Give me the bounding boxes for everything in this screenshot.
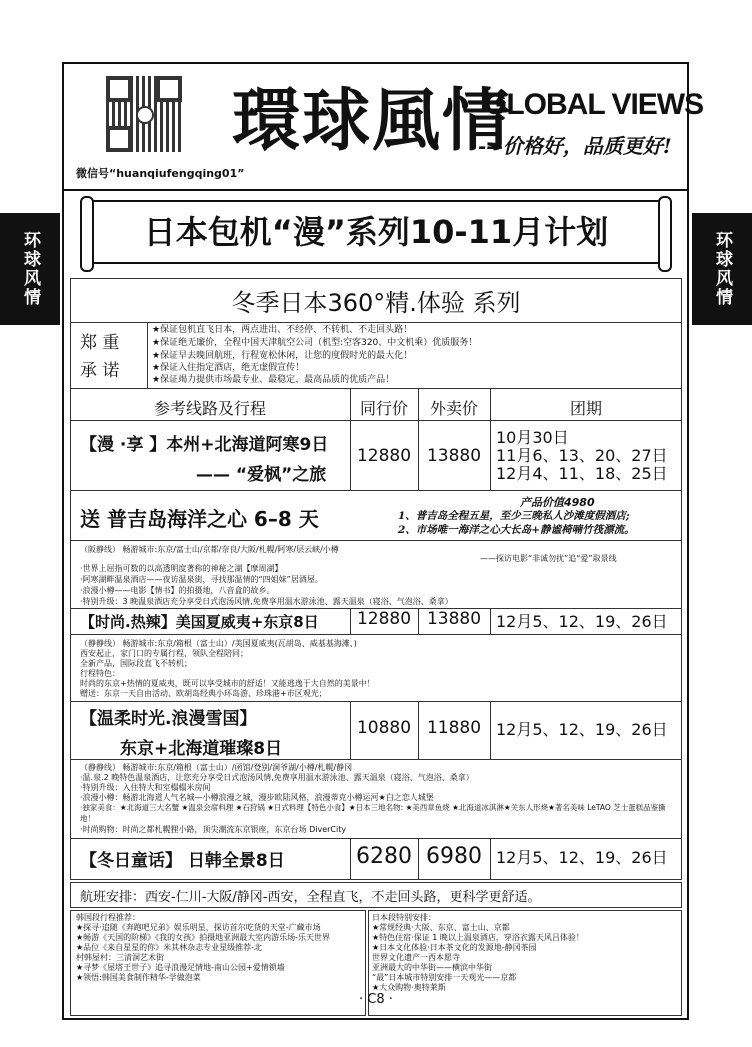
divider <box>70 838 682 839</box>
promise-label-1: 郑 重 <box>80 333 120 353</box>
promise-line: ★保证入住指定酒店，绝无虚假宣传！ <box>152 363 305 373</box>
japan-line: ★特色住宿·保证 1 晚以上温泉酒店，穿浴衣露天风吕体验！ <box>372 933 584 942</box>
detail-line: ·阿寒湖畔温泉酒店——夜访温泉街，寻找那温情的“四姐妹”居酒屋。 <box>80 575 323 584</box>
detail-line: 西安起止，家门口的专属行程，领队全程陪同； <box>80 649 248 658</box>
promise-line: ★保证竭力提供市场最专业、最稳定、最高品质的优质产品！ <box>152 375 395 385</box>
korea-line: 村韩屋村：三清洞艺术街 <box>76 953 164 962</box>
divider <box>70 388 682 389</box>
route-1-date: 10月30日 <box>496 428 569 447</box>
header-peer-price: 同行价 <box>359 399 408 418</box>
route-3-subtitle: 东京+北海道璀璨8日 <box>120 739 283 759</box>
japan-line: ★大众购物·奥特莱斯 <box>372 983 446 992</box>
detail-line: ·浪漫小樽——电影【情书】的拍摄地，八音盒的故乡。 <box>80 586 275 595</box>
japan-line: “最”日本城市特别安排一天观光——京都 <box>372 973 517 982</box>
wechat-id: 微信号“huanqiufengqing01” <box>76 167 245 180</box>
detail-line: ·温.泉.2 晚特色温泉酒店，让您充分享受日式泡汤风情,免费享用温水游泳池、露天温泉（寝浴、气泡浴、桑拿） <box>80 773 474 782</box>
gift-title: 送 普吉岛海洋之心 6–8 天 <box>80 507 319 531</box>
detail-line: ·特别升级：3 晚温泉酒店充分享受日式泡汤风情,免费享用温水游泳池、露天温泉（寝浴、气泡浴、桑拿） <box>80 597 453 606</box>
divider <box>70 490 682 491</box>
divider <box>70 634 682 635</box>
gift-line: 1、普吉岛全程五星，至少三晚私人沙滩度假酒店; <box>398 510 630 522</box>
route-4-peer-price: 6280 <box>356 844 412 869</box>
divider <box>147 322 148 388</box>
route-4-date: 12月5、12、19、26日 <box>496 848 668 867</box>
slogan: ---价格好，品质更好! <box>478 134 672 158</box>
gift-line: 2、市场唯一海洋之心大长岛+静谧椅喃竹筏漂流。 <box>398 524 635 536</box>
divider <box>70 322 682 323</box>
route-1-date: 12月4、11、18、25日 <box>496 464 668 483</box>
route-1-name: 【漫 ·享 】本州+北海道阿寒9日 <box>80 435 329 455</box>
korea-line: ★品位《来自星星的你》米其林杂志专业星级推荐-北 <box>76 943 263 952</box>
side-tab-left: 环球风情 <box>0 213 60 325</box>
divider <box>70 420 682 421</box>
global-views-text: GLOBAL VIEWS <box>484 88 704 121</box>
divider <box>70 540 682 541</box>
korea-line: ★领悟:韩国美食制作精华-学做泡菜 <box>76 973 201 982</box>
side-tab-right: 环球风情 <box>692 213 752 325</box>
gift-value: 产品价值4980 <box>520 496 595 509</box>
route-1-retail-price: 13880 <box>426 446 482 466</box>
route-3-peer-price: 10880 <box>356 718 412 738</box>
korea-line: ★探寻·追随《奔跑吧兄弟》娱乐明星，探访首尔吃货的天堂-广藏市场 <box>76 923 321 932</box>
page-title: 日本包机“漫”系列10-11月计划 <box>143 213 609 251</box>
route-1-date: 11月6、13、20、27日 <box>496 446 668 465</box>
divider <box>350 388 351 490</box>
route-1-subtitle: —— “爱枫”之旅 <box>196 465 327 485</box>
route-2-peer-price: 12880 <box>356 609 412 629</box>
route-2-date: 12月5、12、19、26日 <box>496 612 668 631</box>
route-3-date: 12月5、12、19、26日 <box>496 720 668 739</box>
detail-line: 行程特色： <box>80 669 120 678</box>
series-title: 冬季日本360°精.体验 系列 <box>231 289 521 317</box>
promise-line: ★保证绝无廉价，全程中国天津航空公司（机型:空客320、中文机乘）优质服务！ <box>152 338 478 348</box>
detail-line: ·世界上屈指可数的以高透明度著称的神秘之湖【摩周湖】 <box>80 564 283 573</box>
divider <box>490 701 491 759</box>
header-retail-price: 外卖价 <box>429 399 478 418</box>
route-2-retail-price: 13880 <box>426 609 482 629</box>
korea-line: 韩国段行程推荐： <box>76 913 140 922</box>
route-1-peer-price: 12880 <box>356 446 412 466</box>
detail-line: （静静线） 畅游城市:东京/箱根（富士山）/函馆/登别/洞爷湖/小樽/札幌/静冈 <box>80 763 353 772</box>
page-number: · C8 · <box>359 992 393 1007</box>
qr-code-icon <box>106 76 182 152</box>
korea-line: ★寻梦《屋塔王世子》追寻浪漫足情地-南山公园+爱情锁墙 <box>76 963 285 972</box>
detail-line: 全新产品，国际段直飞不转机； <box>80 659 192 668</box>
detail-line: ·独家美食：★北海道三大名蟹 ★温泉会席料理 ★石狩锅 ★日式料理【特色小食】★日本三地名物: ★美西章鱼烧 ★北海道冰淇淋★关东人形烧★著名美味 LeTAO 芝士蛋糕品鉴撕地！ <box>80 803 666 823</box>
divider <box>70 759 682 760</box>
detail-line: 时尚的东京+热情的夏威夷，既可以享受城市的舒适！又能逃逸于大自然的美景中！ <box>80 679 375 688</box>
detail-line: 赠送：东京一天自由活动、欧胡岛经典小环岛游、珍珠港+市区观光； <box>80 689 327 698</box>
route-2-name: 【时尚.热辣】美国夏威夷+东京8日 <box>80 613 319 631</box>
divider <box>418 388 419 490</box>
detail-line: ·特别升级：入住特大和室榻榻米房间 <box>80 783 211 792</box>
detail-line: （阪静线） 畅游城市:东京/富士山/京都/奈良/大阪/札幌/阿寒/层云峡/小樽 <box>80 545 339 554</box>
promise-line: ★保证早去晚回航班，行程宽松休闲，让您的度假时光的最大化！ <box>152 351 413 361</box>
divider <box>70 701 682 702</box>
divider <box>490 608 491 634</box>
route-4-name: 【冬日童话】 日韩全景8日 <box>80 851 285 871</box>
divider <box>490 388 491 490</box>
header-group-dates: 团期 <box>569 399 602 418</box>
header-route: 参考线路及行程 <box>153 399 266 418</box>
detail-line: ·浪漫小樽：畅游北海道人气名城—小樽浪漫之城，漫步欧陆风格，浪漫蒂克小樽运河★白之恋人城堡 <box>80 793 434 802</box>
japan-line: 日本段特别安排： <box>372 913 436 922</box>
japan-line: 世界文化遗产一西本愿寺 <box>372 953 460 962</box>
japan-line: 亚洲最大的中华街——横滨中华街 <box>372 963 492 972</box>
korea-line: ★畅游《天国的阶梯》《我的女孩》拍摄地亚洲最大室内游乐场-乐天世界 <box>76 933 331 942</box>
divider <box>490 838 491 880</box>
detail-line: ·时尚购物：时尚之都札幌狸小路，顶尖潮流东京银座，东京台场 DiverCity <box>80 825 347 834</box>
japan-line: ★常规经典·大阪、东京、富士山、京都 <box>372 923 510 932</box>
japan-line: ★日本文化体验·日本茶文化的发源地-静冈茶园 <box>372 943 537 952</box>
flight-info: 航班安排：西安-仁川-大阪/静冈-西安，全程直飞，不走回头路，更科学更舒适。 <box>80 890 541 905</box>
promise-label-2: 承 诺 <box>80 361 120 381</box>
detail-line: （静静线） 畅游城市:东京/箱根（富士山）/美国夏威夷(瓦胡岛、威基基海滩、) <box>80 639 357 648</box>
route-4-retail-price: 6980 <box>426 844 482 869</box>
route-3-name: 【温柔时光.浪漫雪国】 <box>80 709 257 729</box>
promise-line: ★保证包机直飞日本，两点进出、不经停、不转机、不走回头路！ <box>152 325 413 335</box>
header-divider <box>62 189 689 191</box>
detail-line: ——探访电影“非诚勿扰”追“爱”取景线 <box>480 554 617 563</box>
route-3-retail-price: 11880 <box>426 718 482 738</box>
brand-logo: 環球風情 <box>232 81 513 161</box>
